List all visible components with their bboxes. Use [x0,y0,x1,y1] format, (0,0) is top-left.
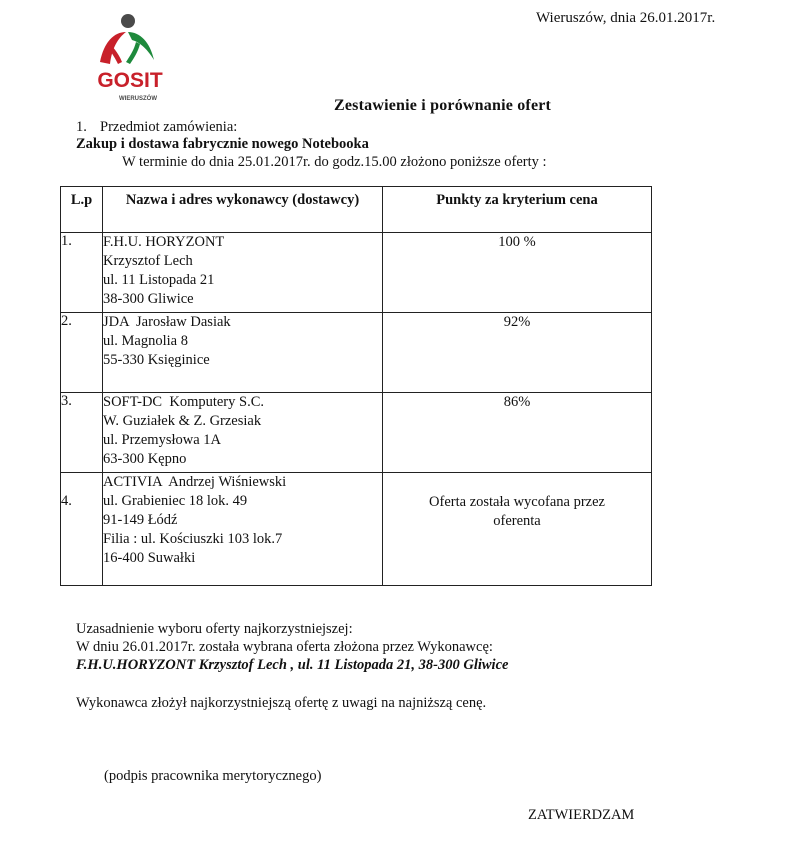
contractor-line: 38-300 Gliwice [103,291,194,307]
contractor-line: Filia : ul. Kościuszki 103 lok.7 [103,531,283,547]
contractor-line: 16-400 Suwałki [103,550,196,566]
item-label: Przedmiot zamówienia: [100,119,238,135]
contractor-line: ul. Przemysłowa 1A [103,432,221,448]
table-row [61,233,652,313]
gosit-logo [78,12,182,104]
header-contractor: Nazwa i adres wykonawcy (dostawcy) [103,187,383,233]
points-line: oferenta [493,513,541,529]
selection-reason: Wykonawca złożył najkorzystniejszą ofertę z uwagi na najniższą cenę. [76,695,487,711]
points-cell: 86% [383,393,652,473]
logo-wordmark: GOSIT [97,69,163,92]
contractor-line: 55-330 Księginice [103,352,210,368]
row-number: 4. [61,473,103,586]
table-row [61,473,652,586]
gosit-logo-icon [78,12,182,104]
contractor-line: 91-149 Łódź [103,512,178,528]
contractor-line: ul. Grabieniec 18 lok. 49 [103,493,248,509]
winning-offer: F.H.U.HORYZONT Krzysztof Lech , ul. 11 Listopada 21, 38-300 Gliwice [76,657,509,673]
row-number: 1. [61,233,103,313]
contractor-line: W. Guziałek & Z. Grzesiak [103,413,262,429]
contractor-line: 63-300 Kępno [103,451,187,467]
contractor-cell [103,393,383,473]
document-date: Wieruszów, dnia 26.01.2017r. [536,10,716,26]
contractor-line: JDA Jarosław Dasiak [103,314,231,330]
table-row [61,393,652,473]
item-number: 1. [76,119,87,135]
offers-table [60,186,652,586]
signature-caption: (podpis pracownika merytorycznego) [104,768,322,784]
contractor-line: SOFT-DC Komputery S.C. [103,394,265,410]
page-title: Zestawienie i porównanie ofert [334,97,552,114]
header-lp: L.p [61,187,103,233]
contractor-line: ul. 11 Listopada 21 [103,272,215,288]
order-subject: Zakup i dostawa fabrycznie nowego Notebooka [76,136,369,152]
justification-heading: Uzasadnienie wyboru oferty najkorzystniejszej: [76,621,353,637]
table-row [61,313,652,393]
deadline-note: W terminie do dnia 25.01.2017r. do godz.15.00 złożono poniższe oferty : [122,154,547,170]
approval-label: ZATWIERDZAM [528,807,635,823]
points-cell: 100 % [383,233,652,313]
item-heading [76,119,237,136]
justification-line: W dniu 26.01.2017r. została wybrana oferta złożona przez Wykonawcę: [76,639,493,655]
logo-subtitle: WIERUSZÓW [119,96,157,102]
contractor-line: F.H.U. HORYZONT [103,234,225,250]
row-number: 3. [61,393,103,473]
contractor-line: ul. Magnolia 8 [103,333,188,349]
contractor-line: Krzysztof Lech [103,253,193,269]
table-header-row [61,187,652,233]
points-cell [383,473,652,586]
contractor-cell [103,233,383,313]
points-line: Oferta została wycofana przez [429,494,605,510]
row-number: 2. [61,313,103,393]
contractor-line: ACTIVIA Andrzej Wiśniewski [103,474,287,490]
points-cell: 92% [383,313,652,393]
contractor-cell [103,473,383,586]
contractor-cell [103,313,383,393]
header-points: Punkty za kryterium cena [383,187,652,233]
